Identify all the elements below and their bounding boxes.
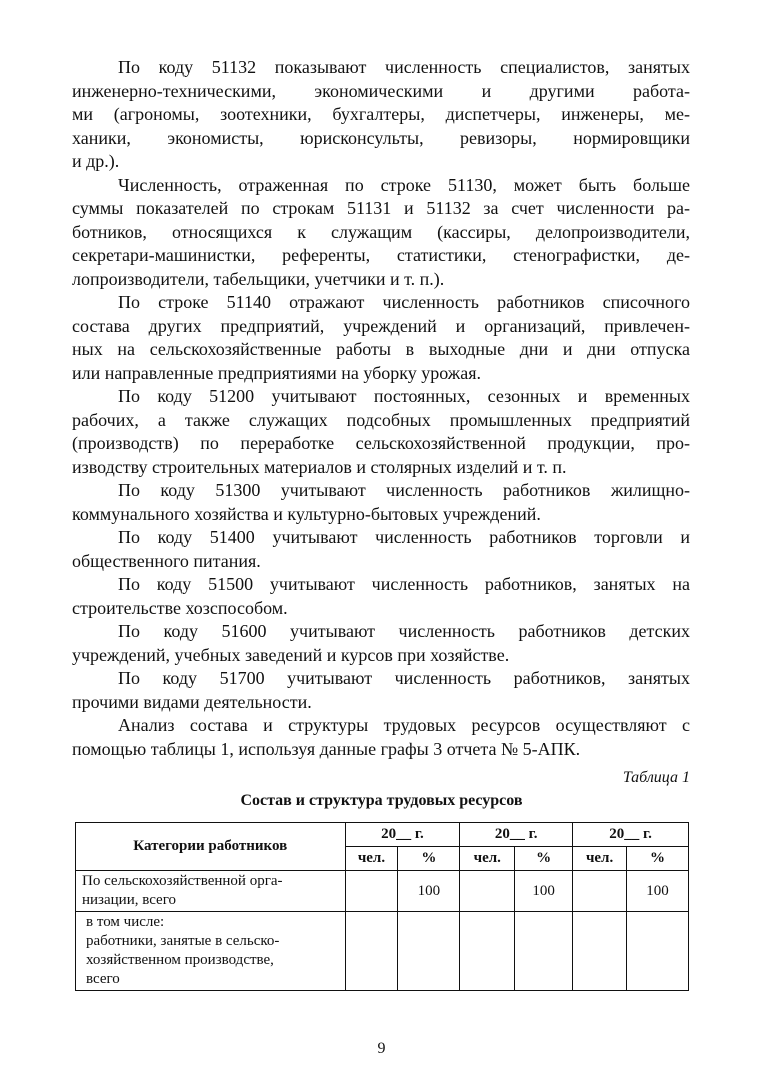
row-category	[76, 871, 346, 912]
text-line: По коду 51700 учитывают численность работников, занятых	[118, 668, 690, 688]
text-line: ми (агрономы, зоотехники, бухгалтеры, диспетчеры, инженеры, ме-	[72, 104, 690, 124]
paragraph	[72, 291, 690, 385]
header-year: 20__ г.	[460, 823, 573, 847]
paragraph	[72, 526, 690, 573]
people-cell	[460, 871, 515, 912]
header-people: чел.	[345, 847, 398, 871]
table-row	[76, 871, 689, 912]
text-line: Численность, отраженная по строке 51130, может быть больше	[118, 174, 690, 195]
text-line: состава других предприятий, учреждений и организаций, привлечен-	[72, 315, 690, 336]
text-line: Анализ состава и структуры трудовых ресурсов осуществляют с	[118, 715, 690, 735]
category-line: низации, всего	[82, 892, 176, 908]
category-line: в том числе:	[86, 914, 165, 930]
percent-cell	[515, 912, 573, 991]
text-line: и др.).	[72, 151, 120, 171]
text-line: По коду 51200 учитывают постоянных, сезонных и временных	[118, 386, 690, 406]
category-line: По сельскохозяйственной орга-	[82, 873, 283, 889]
text-line: помощью таблицы 1, используя данные графы 3 отчета № 5-АПК.	[72, 738, 581, 759]
percent-cell: 100	[515, 871, 573, 912]
text-line: По коду 51132 показывают численность специалистов, занятых	[118, 57, 690, 77]
header-people: чел.	[460, 847, 515, 871]
text-line: учреждений, учебных заведений и курсов при хозяйстве.	[72, 644, 510, 665]
header-people: чел.	[573, 847, 627, 871]
text-line: секретари-машинистки, референты, статистики, стенографистки, де-	[72, 245, 690, 265]
text-line: или направленные предприятиями на уборку урожая.	[72, 362, 482, 383]
text-line: По коду 51500 учитывают численность работников, занятых на	[118, 574, 690, 594]
header-percent: %	[515, 847, 573, 871]
text-line: рабочих, а также служащих подсобных промышленных предприятий	[72, 409, 690, 430]
header-percent: %	[398, 847, 460, 871]
table-header-row	[76, 823, 689, 847]
table-caption: Состав и структура трудовых ресурсов	[240, 792, 523, 809]
people-cell	[460, 912, 515, 991]
header-year: 20__ г.	[345, 823, 460, 847]
people-cell	[345, 912, 398, 991]
percent-cell	[627, 912, 689, 991]
header-category: Категории работников	[76, 823, 346, 871]
paragraph	[72, 714, 690, 761]
paragraph	[72, 620, 690, 667]
text-line: (производств) по переработке сельскохозяйственной продукции, про-	[72, 433, 690, 453]
text-line: По коду 51400 учитывают численность работников торговли и	[118, 527, 690, 547]
text-line: По коду 51600 учитывают численность работников детских	[118, 621, 690, 641]
percent-cell	[398, 912, 460, 991]
text-line: инженерно-техническими, экономическими и другими работа-	[72, 80, 690, 101]
paragraph	[72, 174, 690, 292]
paragraph	[72, 56, 690, 174]
text-line: лопроизводители, табельщики, учетчики и т. п.).	[72, 268, 445, 289]
paragraph	[72, 667, 690, 714]
body-text	[72, 56, 690, 761]
text-line: коммунального хозяйства и культурно-бытовых учреждений.	[72, 503, 541, 524]
percent-cell: 100	[627, 871, 689, 912]
text-line: По строке 51140 отражают численность работников списочного	[118, 292, 690, 312]
header-percent: %	[627, 847, 689, 871]
people-cell	[573, 912, 627, 991]
labor-resources-table	[75, 822, 689, 991]
text-line: строительстве хозспособом.	[72, 597, 288, 618]
text-line: ных на сельскохозяйственные работы в выходные дни и дни отпуска	[72, 339, 690, 359]
text-line: общественного питания.	[72, 550, 261, 571]
paragraph	[72, 573, 690, 620]
people-cell	[345, 871, 398, 912]
header-year: 20__ г.	[573, 823, 689, 847]
percent-cell: 100	[398, 871, 460, 912]
table-row	[76, 912, 689, 991]
row-category	[76, 912, 346, 991]
text-line: суммы показателей по строкам 51131 и 51132 за счет численности ра-	[72, 198, 690, 218]
text-line: ханики, экономисты, юрисконсульты, ревизоры, нормировщики	[72, 127, 690, 148]
page-number: 9	[377, 1040, 386, 1057]
category-line: хозяйственном производстве,	[86, 952, 274, 968]
paragraph	[72, 479, 690, 526]
table-label: Таблица 1	[622, 769, 690, 786]
people-cell	[573, 871, 627, 912]
text-line: ботников, относящихся к служащим (кассиры, делопроизводители,	[72, 221, 690, 242]
paragraph	[72, 385, 690, 479]
text-line: прочими видами деятельности.	[72, 691, 312, 712]
category-line: работники, занятые в сельско-	[86, 933, 280, 949]
text-line: По коду 51300 учитывают численность работников жилищно-	[118, 480, 690, 500]
category-line: всего	[86, 971, 120, 987]
text-line: изводству строительных материалов и столярных изделий и т. п.	[72, 456, 567, 477]
